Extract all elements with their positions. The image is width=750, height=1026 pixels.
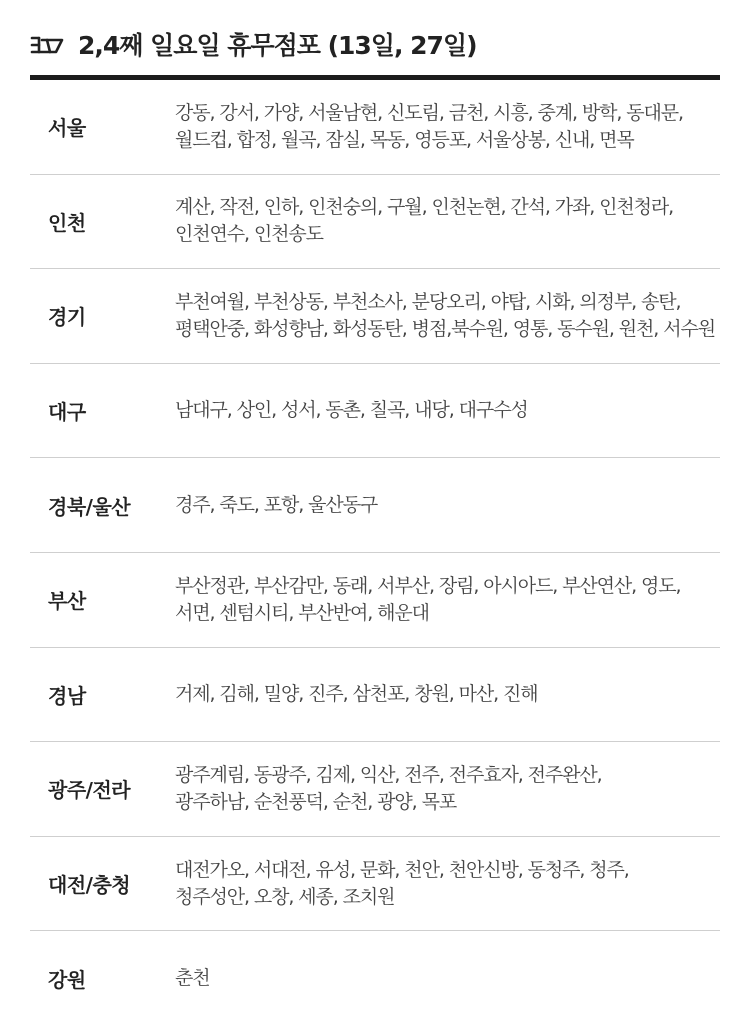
- table-row: [30, 458, 720, 553]
- store-list: 광주계림, 동광주, 김제, 익산, 전주, 전주효자, 전주완산, 광주하남, 순천풍덕, 순천, 광양, 목포: [175, 763, 602, 813]
- table-row: [30, 931, 720, 1026]
- table-row: [30, 175, 720, 270]
- region-label: 경기: [48, 305, 86, 330]
- table-row: [30, 269, 720, 364]
- store-closure-table: [30, 80, 720, 1026]
- region-label: 대구: [48, 400, 86, 425]
- store-list: 거제, 김해, 밀양, 진주, 삼천포, 창원, 마산, 진해: [175, 682, 538, 705]
- region-label: 광주/전라: [48, 778, 131, 803]
- table-row: [30, 364, 720, 459]
- store-list: 강동, 강서, 가양, 서울남현, 신도림, 금천, 시흥, 중계, 방학, 동대문, 월드컵, 합정, 월곡, 잠실, 목동, 영등포, 서울상봉, 신내, 면목: [175, 101, 683, 151]
- region-label: 부산: [48, 589, 86, 614]
- page-header: [30, 22, 477, 66]
- table-row: [30, 80, 720, 175]
- table-row: [30, 742, 720, 837]
- store-list: 남대구, 상인, 성서, 동촌, 칠곡, 내당, 대구수성: [175, 399, 528, 422]
- store-list: 계산, 작전, 인하, 인천숭의, 구월, 인천논현, 간석, 가좌, 인천청라, 인천연수, 인천송도: [175, 196, 674, 246]
- region-label: 강원: [48, 968, 86, 993]
- region-label: 경북/울산: [48, 494, 131, 519]
- store-list: 대전가오, 서대전, 유성, 문화, 천안, 천안신방, 동청주, 청주, 청주성안, 오창, 세종, 조치원: [175, 858, 629, 908]
- region-label: 경남: [48, 683, 86, 708]
- store-list: 부천여월, 부천상동, 부천소사, 분당오리, 야탑, 시화, 의정부, 송탄, 평택안중, 화성향남, 화성동탄, 병점,북수원, 영통, 동수원, 원천, 서수원: [175, 290, 715, 340]
- store-list: 춘천: [175, 967, 210, 990]
- region-label: 대전/충청: [48, 873, 131, 898]
- region-label: 인천: [48, 210, 86, 235]
- table-row: [30, 648, 720, 743]
- store-closed-icon: [30, 29, 66, 59]
- store-list: 경주, 죽도, 포항, 울산동구: [175, 493, 378, 516]
- store-list: 부산정관, 부산감만, 동래, 서부산, 장림, 아시아드, 부산연산, 영도, 서면, 센텀시티, 부산반여, 해운대: [175, 574, 681, 624]
- page-title: 2,4째 일요일 휴무점포 (13일, 27일): [78, 31, 477, 60]
- table-row: [30, 837, 720, 932]
- region-label: 서울: [48, 116, 86, 141]
- table-row: [30, 553, 720, 648]
